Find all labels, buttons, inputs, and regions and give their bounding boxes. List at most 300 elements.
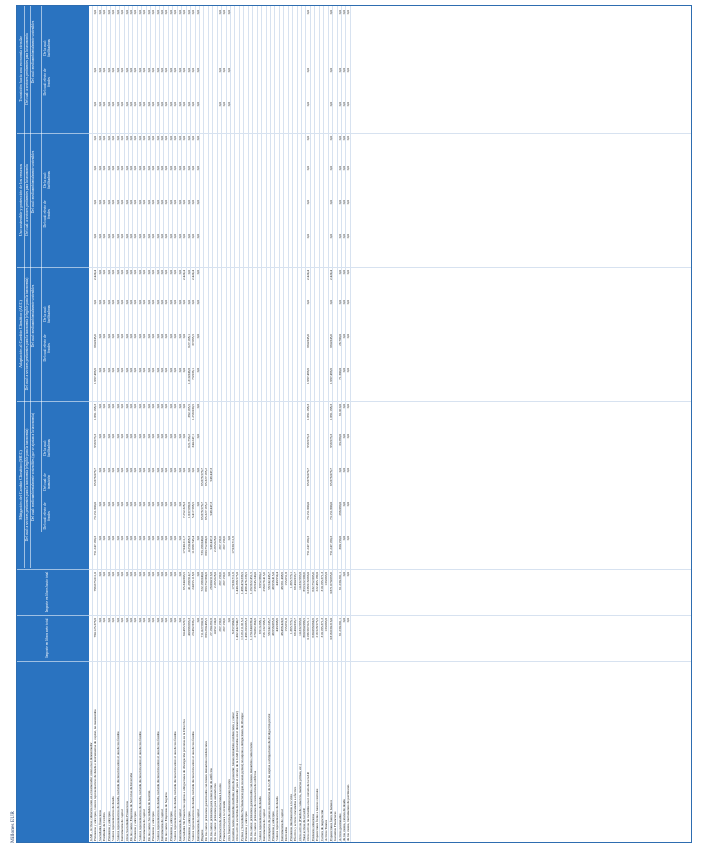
table-cell: 959.973,3 xyxy=(328,434,333,448)
table-cell: 0,0 xyxy=(133,300,138,305)
table-cell: 0,0 xyxy=(128,536,133,541)
table-cell: 0,0 xyxy=(133,502,138,507)
table-cell: 0,0 xyxy=(337,10,342,15)
table-cell: 267.159,6 xyxy=(222,572,227,586)
table-cell: 0,0 xyxy=(195,404,200,409)
table-cell: 0,0 xyxy=(191,10,196,15)
table-cell: 0,0 xyxy=(306,166,311,171)
table-cell: 0,0 xyxy=(177,10,182,15)
table-cell: 0,0 xyxy=(93,234,98,239)
table-cell: 0,0 xyxy=(128,502,133,507)
table-cell: 0,0 xyxy=(226,572,231,577)
table-cell: 0,0 xyxy=(115,434,120,439)
row-label: Otra financiación de administraciones locales xyxy=(226,779,231,841)
table-cell: 270.062.364,9 xyxy=(253,618,258,638)
header-group-circular-sub: Del cual: a sectores pertinentes para la taxonomía xyxy=(25,33,29,105)
table-cell: 0,0 xyxy=(182,468,187,473)
table-cell: 267.159,6 xyxy=(217,572,222,586)
table-cell: 0,0 xyxy=(146,468,151,473)
table-cell: 0,0 xyxy=(195,68,200,73)
header-divider xyxy=(17,661,89,662)
row-label: Exposiciones fuera de balance xyxy=(328,799,333,841)
table-cell: 0,0 xyxy=(137,68,142,73)
table-cell: 1.440.266.575,0 xyxy=(235,572,240,595)
row-label: Entidades de Crédito xyxy=(102,812,107,841)
table-cell: 0,0 xyxy=(120,572,125,577)
table-cell: 0,0 xyxy=(160,434,164,439)
row-label: Total activos de la GAR xyxy=(302,808,306,841)
table-cell: 219.528.575,5 xyxy=(315,618,320,638)
table-cell: 0,0 xyxy=(346,200,351,205)
table-cell: 0,0 xyxy=(133,166,138,171)
table-cell: 0,0 xyxy=(164,334,169,339)
table-cell: 0,0 xyxy=(222,68,227,73)
table-cell: 0,0 xyxy=(173,502,178,507)
table-cell: 0,0 xyxy=(151,404,156,409)
table-cell: 0,0 xyxy=(346,368,351,373)
table-cell: 0,0 xyxy=(186,166,191,171)
table-cell: 0,0 xyxy=(128,334,133,339)
table-cell: 259.945.240,0 xyxy=(253,572,258,592)
table-cell: 0,0 xyxy=(306,136,311,141)
table-cell: 0,0 xyxy=(173,434,178,439)
table-cell: 0,0 xyxy=(173,270,178,275)
table-cell: 0,0 xyxy=(120,68,125,73)
table-cell: 0,0 xyxy=(191,300,196,305)
table-cell: 0,0 xyxy=(142,536,147,541)
table-cell: 0,0 xyxy=(128,234,133,239)
table-cell: 0,0 xyxy=(164,200,169,205)
table-cell: 0,0 xyxy=(164,572,169,577)
table-cell: 630.098.664,9 xyxy=(310,618,315,638)
table-cell: 0,0 xyxy=(164,468,169,473)
table-cell: 0,0 xyxy=(177,502,182,507)
table-cell: 0,0 xyxy=(115,166,120,171)
table-cell: 0,0 xyxy=(151,234,156,239)
table-cell: 0,0 xyxy=(124,536,129,541)
table-cell: 1.365.773,1 xyxy=(288,572,293,589)
table-cell: 0,0 xyxy=(182,234,187,239)
table-cell: 0,0 xyxy=(142,300,147,305)
table-cell: 0,0 xyxy=(155,300,160,305)
table-cell: 0,0 xyxy=(120,368,125,373)
table-cell: 1.987.496,9 xyxy=(93,368,98,385)
table-cell: 1.987.496,9 xyxy=(306,368,311,385)
table-cell: 0,0 xyxy=(106,368,111,373)
row-label: Préstamos y anticipos, valores representativos de deuda e instrumentos de capital, no mantenidos xyxy=(93,709,98,841)
table-cell: 0,0 xyxy=(346,270,351,275)
table-cell: 0,0 xyxy=(146,300,151,305)
table-cell: 0,0 xyxy=(106,334,111,339)
table-cell: 0,0 xyxy=(337,270,342,275)
table-cell: 0,0 xyxy=(120,404,125,409)
table-cell: 0,0 xyxy=(168,404,173,409)
table-cell: 0,0 xyxy=(128,468,133,473)
table-cell: 549.447,3 xyxy=(208,536,213,550)
table-cell: 0,0 xyxy=(177,334,182,339)
table-cell: 0,0 xyxy=(146,200,151,205)
table-cell: 1.192.822.451,5 xyxy=(248,572,253,595)
table-cell: 0,0 xyxy=(146,166,151,171)
table-cell: 549.447,3 xyxy=(208,502,213,516)
table-cell: 48.561.408,9 xyxy=(279,572,284,590)
table-cell: 1.174.344.639,4 xyxy=(248,618,253,641)
table-cell: 0,0 xyxy=(341,102,346,107)
row-label: Préstamos y anticipos xyxy=(244,811,249,841)
table-cell: 1.310.846,8 xyxy=(186,368,191,385)
table-cell: 664.845,6 xyxy=(306,334,311,348)
table-cell: 0,0 xyxy=(164,404,169,409)
table-cell: 0,0 xyxy=(226,536,231,541)
table-cell: 0,0 xyxy=(146,334,151,339)
table-cell: 0,0 xyxy=(173,334,178,339)
table-cell: 0,0 xyxy=(124,68,129,73)
header-divider xyxy=(17,401,89,402)
table-cell: 65.327.195,2 xyxy=(204,502,209,520)
table-cell: 0,0 xyxy=(195,102,200,107)
table-cell: 0,0 xyxy=(177,200,182,205)
table-cell: 0,0 xyxy=(186,300,191,305)
table-cell: 0,0 xyxy=(124,234,129,239)
table-cell: 0,0 xyxy=(97,434,102,439)
table-cell: 0,0 xyxy=(346,102,351,107)
table-cell: 0,0 xyxy=(102,368,107,373)
table-cell: 0,0 xyxy=(146,618,151,623)
row-label: Instrumentos de capital xyxy=(279,809,284,841)
table-cell: 0,0 xyxy=(195,136,200,141)
table-cell: 0,0 xyxy=(337,468,342,473)
table-cell: 0,0 xyxy=(97,468,102,473)
table-cell: 0,0 xyxy=(182,136,187,141)
table-cell: 0,0 xyxy=(146,572,151,577)
table-cell: 0,0 xyxy=(111,136,116,141)
table-cell: 0,0 xyxy=(164,536,169,541)
table-cell: 0,0 xyxy=(142,502,147,507)
table-cell: 0,0 xyxy=(337,166,342,171)
table-cell: 0,0 xyxy=(177,68,182,73)
table-cell: 0,0 xyxy=(137,300,142,305)
row-label: De los cuales: préstamos garantizados con bienes inmuebles comerciales xyxy=(248,742,253,841)
row-label: Financiación de Administraciones Locales xyxy=(217,783,222,841)
table-cell: 0,0 xyxy=(337,102,342,107)
table-cell: 0,0 xyxy=(97,200,102,205)
table-cell: 0,0 xyxy=(177,618,182,623)
table-cell: 0,0 xyxy=(177,270,182,275)
table-cell: 0,0 xyxy=(164,102,169,107)
table-cell: 0,0 xyxy=(195,502,200,507)
table-cell: 0,0 xyxy=(151,166,156,171)
row-label: Préstamos y anticipos xyxy=(186,811,191,841)
table-cell: 0,0 xyxy=(111,300,116,305)
header-group-water: Uso sostenible y protección de los recursos xyxy=(18,163,23,237)
table-cell: 0,0 xyxy=(102,572,107,577)
table-cell: 0,0 xyxy=(115,300,120,305)
row-label: Cartera de negociación xyxy=(319,809,324,841)
table-cell: 0,0 xyxy=(177,300,182,305)
table-cell: 0,0 xyxy=(133,404,138,409)
table-cell: 0,0 xyxy=(115,270,120,275)
table-cell: 0,0 xyxy=(346,618,351,623)
table-cell: 0,0 xyxy=(328,136,333,141)
table-cell: 0,0 xyxy=(160,270,164,275)
table-cell: 0,0 xyxy=(106,166,111,171)
table-cell: 2.424,4 xyxy=(93,270,98,281)
table-cell: 0,0 xyxy=(115,404,120,409)
table-cell: 0,0 xyxy=(168,234,173,239)
table-cell: 0,0 xyxy=(186,68,191,73)
table-cell: 0,0 xyxy=(186,234,191,239)
row-label: GAR - Activos cubiertos tanto en el numerador como en el denominador xyxy=(89,742,93,841)
row-label: Otras Sociedades Financieras xyxy=(124,801,129,841)
table-cell: 0,0 xyxy=(341,536,346,541)
table-cell: 1.881.188,3 xyxy=(306,404,311,421)
table-cell: 664.845,6 xyxy=(93,334,98,348)
table-cell: 0,0 xyxy=(133,270,138,275)
table-cell: 9.952.860,2 xyxy=(257,572,262,589)
table-cell: 0,0 xyxy=(337,136,342,141)
table-cell: 0,0 xyxy=(142,136,147,141)
table-cell: 0,0 xyxy=(128,200,133,205)
table-cell: 0,0 xyxy=(341,300,346,305)
table-cell: 0,0 xyxy=(120,536,125,541)
table-cell: 0,0 xyxy=(341,68,346,73)
row-label: Garantías reales obtenidas mediante toma de posesión: bienes inmuebles residenciales y comer xyxy=(231,712,235,841)
table-cell: 0,0 xyxy=(102,136,107,141)
table-cell: 0,0 xyxy=(93,300,98,305)
table-cell: 0,0 xyxy=(168,618,173,623)
row-label: Sociedades No Financieras sujetas a obligaciones de divulgación previstas en la Directiva xyxy=(182,719,187,841)
table-cell: 27.184.292,8 xyxy=(208,618,213,636)
table-cell: 0,0 xyxy=(115,234,120,239)
table-cell: 0,0 xyxy=(124,166,129,171)
header-group-water-subsub: Del cual: medioambientalmente sostenibles xyxy=(31,150,35,214)
table-cell: 0,0 xyxy=(142,404,147,409)
table-cell: 61.010,0 xyxy=(337,404,342,416)
table-cell: 0,0 xyxy=(120,136,125,141)
table-cell: 0,0 xyxy=(168,334,173,339)
table-cell: 0,0 xyxy=(115,334,120,339)
table-cell: 0,0 xyxy=(111,200,116,205)
table-cell: 0,0 xyxy=(106,270,111,275)
table-cell: 1.486.474.336,5 xyxy=(239,572,244,595)
table-cell: 0,0 xyxy=(102,618,107,623)
table-cell: 2.424,4 xyxy=(306,270,311,281)
table-cell: 0,0 xyxy=(124,572,129,577)
table-cell: 0,0 xyxy=(173,404,178,409)
table-cell: 0,0 xyxy=(151,68,156,73)
table-cell: 0,0 xyxy=(160,234,164,239)
row-label: De las cuales: Empresas de Seguros xyxy=(164,792,169,841)
table-cell: 0,0 xyxy=(164,502,169,507)
table-cell: 0,0 xyxy=(133,102,138,107)
table-cell: 0,0 xyxy=(151,102,156,107)
table-cell: 0,0 xyxy=(124,200,129,205)
table-cell: 0,0 xyxy=(142,334,147,339)
table-cell: 23.492.836,2 xyxy=(191,618,196,636)
table-cell: 0,0 xyxy=(306,102,311,107)
table-cell: 0,0 xyxy=(173,68,178,73)
table-cell: 0,0 xyxy=(195,368,200,373)
table-cell: 0,0 xyxy=(106,536,111,541)
table-cell: 73.151.800,0 xyxy=(328,502,333,520)
table-cell: 0,0 xyxy=(168,10,173,15)
table-cell: 784.125.376,8 xyxy=(93,618,98,638)
table-cell: 0,0 xyxy=(146,270,151,275)
table-cell: 65.876.076,7 xyxy=(93,468,98,486)
table-cell: 0,0 xyxy=(328,68,333,73)
table-cell: 0,0 xyxy=(173,300,178,305)
table-cell: 17.940.211,7 xyxy=(182,536,187,554)
table-cell: 0,0 xyxy=(97,68,102,73)
row-label: de los cuales, valores de deuda xyxy=(341,799,346,841)
table-cell: 0,0 xyxy=(151,502,156,507)
table-cell: 0,0 xyxy=(346,10,351,15)
table-cell: 0,0 xyxy=(341,136,346,141)
row-label: Instrumentos de capital xyxy=(195,809,200,841)
table-cell: 0,0 xyxy=(164,136,169,141)
table-cell: 0,0 xyxy=(173,468,178,473)
table-cell: 2.424,4 xyxy=(191,270,196,281)
table-cell: 0,0 xyxy=(306,10,311,15)
table-cell: 17.930.711,9 xyxy=(231,536,235,554)
header-divider xyxy=(17,267,89,268)
table-cell: 258.679.415,6 xyxy=(262,572,267,592)
table-cell: 0,0 xyxy=(137,618,142,623)
table-cell: 0,0 xyxy=(111,434,116,439)
row-label: Instrumentos de capital xyxy=(120,809,125,841)
table-cell: 0,0 xyxy=(164,166,169,171)
table-cell: 0,0 xyxy=(155,200,160,205)
table-cell: 0,0 xyxy=(164,434,169,439)
table-cell: 3.238.918.666,0 xyxy=(306,572,311,595)
table-cell: 0,0 xyxy=(115,618,120,623)
table-cell: 37.685,5 xyxy=(191,334,196,346)
table-cell: 0,0 xyxy=(160,68,164,73)
table-cell: 0,0 xyxy=(160,102,164,107)
table-cell: 0,0 xyxy=(111,618,116,623)
table-cell: 69.404.833,7 xyxy=(293,572,298,590)
table-cell: 0,0 xyxy=(306,234,311,239)
table-cell: 0,0 xyxy=(142,368,147,373)
table-cell: 0,0 xyxy=(182,368,187,373)
table-cell: 0,0 xyxy=(182,300,187,305)
table-cell: 0,0 xyxy=(97,270,102,275)
table-cell: 0,0 xyxy=(151,468,156,473)
table-cell: 49.958.095,8 xyxy=(270,618,275,636)
table-cell: 0,0 xyxy=(102,468,107,473)
table-cell: 0,0 xyxy=(160,368,164,373)
table-cell: 443.954,4 xyxy=(275,572,280,586)
header-group-circular: Transición hacia una economía circular xyxy=(18,36,23,102)
table-cell: 0,0 xyxy=(111,270,116,275)
table-cell: 0,0 xyxy=(168,300,173,305)
table-cell: 0,0 xyxy=(102,200,107,205)
table-cell: 0,0 xyxy=(106,136,111,141)
table-cell: 0,0 xyxy=(222,10,227,15)
table-cell: 0,0 xyxy=(106,404,111,409)
table-cell: 0,0 xyxy=(151,300,156,305)
table-cell: 0,0 xyxy=(102,502,107,507)
table-cell: 0,0 xyxy=(177,572,182,577)
table-cell: 0,0 xyxy=(151,434,156,439)
header-divider xyxy=(17,615,89,616)
table-cell: 0,0 xyxy=(191,136,196,141)
table-cell: 267.159,6 xyxy=(217,618,222,632)
table-cell: 0,0 xyxy=(115,136,120,141)
table-cell: 0,0 xyxy=(102,404,107,409)
table-cell: 0,0 xyxy=(115,468,120,473)
table-cell: 0,0 xyxy=(168,136,173,141)
table-cell: 0,0 xyxy=(106,468,111,473)
table-cell: 0,0 xyxy=(128,572,133,577)
table-cell: 0,0 xyxy=(346,68,351,73)
table-cell: 0,0 xyxy=(120,200,125,205)
table-cell: 0,0 xyxy=(120,234,125,239)
table-cell: 0,0 xyxy=(341,618,346,623)
table-cell: 0,0 xyxy=(173,234,178,239)
table-cell: 0,0 xyxy=(142,572,147,577)
table-cell: 0,0 xyxy=(160,468,164,473)
table-cell: 0,0 xyxy=(111,68,116,73)
table-cell: 853.522.509,6 xyxy=(302,572,306,592)
table-cell: 0,0 xyxy=(151,536,156,541)
table-cell: 0,0 xyxy=(120,102,125,107)
table-cell: 0,0 xyxy=(328,300,333,305)
table-cell: 0,0 xyxy=(137,10,142,15)
row-label: Préstamos y anticipos xyxy=(270,811,275,841)
table-cell: 0,0 xyxy=(226,618,231,623)
table-cell: 0,0 xyxy=(124,270,129,275)
table-cell: 0,0 xyxy=(306,300,311,305)
table-cell: 0,0 xyxy=(102,10,107,15)
table-cell: 0,0 xyxy=(341,572,346,577)
table-cell: 0,0 xyxy=(341,10,346,15)
table-cell: 58.542.245,7 xyxy=(266,618,271,636)
table-cell: 0,0 xyxy=(168,434,173,439)
table-cell: 0,0 xyxy=(195,434,200,439)
table-cell: 0,0 xyxy=(177,468,182,473)
table-cell: 65.876.076,7 xyxy=(328,468,333,486)
table-cell: 0,0 xyxy=(133,536,138,541)
table-cell: 267.159,6 xyxy=(217,536,222,550)
header-acc-final: Del cual: efecto de fondos xyxy=(43,334,51,362)
table-cell: 11.689.743,4 xyxy=(191,536,196,554)
row-label: De los cuales: préstamos para renovación de edificios xyxy=(208,768,213,841)
table-cell: 0,0 xyxy=(337,200,342,205)
row-label: Sociedades financieras xyxy=(97,810,102,841)
table-cell: 0,0 xyxy=(155,404,160,409)
table-cell: 683.752.894,9 xyxy=(204,536,209,556)
table-cell: 0,0 xyxy=(146,502,151,507)
table-cell: 0,0 xyxy=(142,200,147,205)
table-cell: 0,0 xyxy=(195,10,200,15)
table-cell: 0,0 xyxy=(133,618,138,623)
table-cell: 0,0 xyxy=(306,68,311,73)
table-cell: 0,0 xyxy=(337,300,342,305)
table-cell: 0,0 xyxy=(164,270,169,275)
table-cell: 0,0 xyxy=(306,200,311,205)
table-cell: 0,0 xyxy=(111,468,116,473)
table-cell: 0,0 xyxy=(146,404,151,409)
table-cell: 0,0 xyxy=(97,166,102,171)
table-cell: 0,0 xyxy=(341,468,346,473)
table-cell: 0,0 xyxy=(195,334,200,339)
table-cell: 0,0 xyxy=(137,166,142,171)
row-label: Valores representativos de deuda, incluida declaración sobre el uso de los fondos xyxy=(137,731,142,841)
table-cell: 0,0 xyxy=(120,334,125,339)
header-divider xyxy=(17,133,89,134)
table-cell: 267.159,6 xyxy=(222,618,227,632)
